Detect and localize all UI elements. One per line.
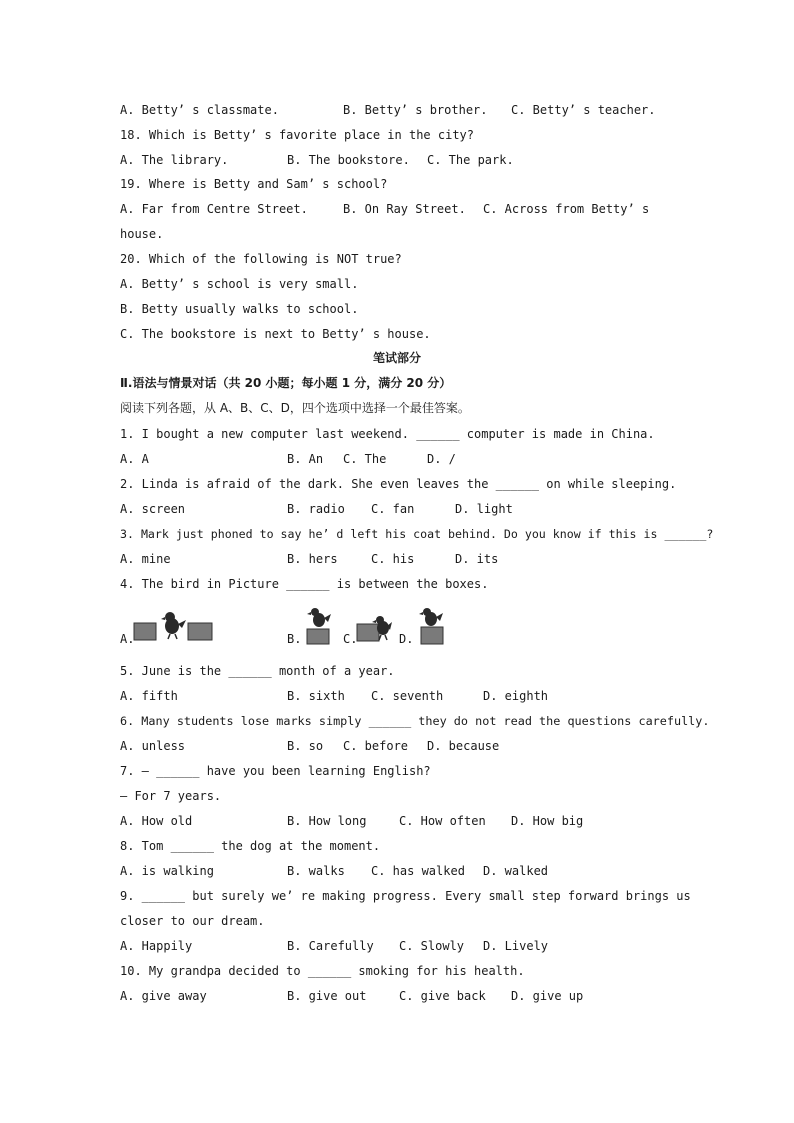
q7-option-d: D. How big xyxy=(511,814,584,828)
q19-stem: 19. Where is Betty and Sam’ s school? xyxy=(120,177,388,191)
q2-option-d: D. light xyxy=(455,502,513,516)
q17-option-a: A. Betty’ s classmate. xyxy=(120,103,279,117)
q19-option-a: A. Far from Centre Street. xyxy=(120,202,308,216)
q4-option-d-label: D. xyxy=(399,632,414,646)
q5-option-a: A. fifth xyxy=(120,689,178,703)
section-instruction: 阅读下列各题，从 A、B、C、D，四个选项中选择一个最佳答案。 xyxy=(120,401,470,415)
q18-option-b: B. The bookstore. xyxy=(287,153,410,167)
q3-option-d: D. its xyxy=(455,552,499,566)
q4-picture-a-art xyxy=(120,608,220,646)
q6-option-c: C. before xyxy=(343,739,409,753)
q5-stem: 5. June is the ______ month of a year. xyxy=(120,664,395,678)
q18-option-a: A. The library. xyxy=(120,153,229,167)
q1-option-d: D. / xyxy=(427,452,456,466)
q7-option-b: B. How long xyxy=(287,814,367,828)
q10-option-c: C. give back xyxy=(399,989,486,1003)
q2-option-c: C. fan xyxy=(371,502,415,516)
q2-option-b: B. radio xyxy=(287,502,345,516)
q3-option-b: B. hers xyxy=(287,552,338,566)
box xyxy=(307,629,329,644)
section-title: 笔试部分 xyxy=(372,351,421,365)
q4-option-a-label: A. xyxy=(120,632,135,646)
q4-picture-c xyxy=(343,608,393,646)
q18-option-c: C. The park. xyxy=(427,153,514,167)
q4-option-b-label: B. xyxy=(287,632,302,646)
q8-option-d: D. walked xyxy=(483,864,549,878)
q4-picture-b-art xyxy=(287,608,335,646)
q7-reply: — For 7 years. xyxy=(120,789,222,803)
q19-option-b: B. On Ray Street. xyxy=(343,202,466,216)
q4-stem: 4. The bird in Picture ______ is between the boxes. xyxy=(120,577,489,591)
q4-picture-d xyxy=(399,608,447,646)
q4-picture-c-art xyxy=(343,608,393,646)
q5-option-c: C. seventh xyxy=(371,689,444,703)
bird-icon xyxy=(161,612,186,639)
q6-option-d: D. because xyxy=(427,739,500,753)
bird-icon xyxy=(307,608,331,627)
q8-option-b: B. walks xyxy=(287,864,345,878)
q8-stem: 8. Tom ______ the dog at the moment. xyxy=(120,839,381,853)
q7-stem: 7. — ______ have you been learning English? xyxy=(120,764,431,778)
q4-picture-a xyxy=(120,608,220,646)
q5-option-d: D. eighth xyxy=(483,689,549,703)
q10-option-a: A. give away xyxy=(120,989,207,1003)
q2-stem: 2. Linda is afraid of the dark. She even leaves the ______ on while sleeping. xyxy=(120,477,677,491)
bird-icon xyxy=(419,608,443,626)
q6-option-a: A. unless xyxy=(120,739,186,753)
q9-stem: 9. ______ but surely we’ re making progress. Every small step forward brings us xyxy=(120,889,691,903)
box-right xyxy=(188,623,212,640)
q3-option-a: A. mine xyxy=(120,552,171,566)
q20-option-c: C. The bookstore is next to Betty’ s house. xyxy=(120,327,431,341)
q18-stem: 18. Which is Betty’ s favorite place in the city? xyxy=(120,128,475,142)
q8-option-c: C. has walked xyxy=(371,864,465,878)
q9-option-d: D. Lively xyxy=(483,939,549,953)
q17-option-b: B. Betty’ s brother. xyxy=(343,103,488,117)
q20-stem: 20. Which of the following is NOT true? xyxy=(120,252,402,266)
section-heading: Ⅱ.语法与情景对话（共 20 小题；每小题 1 分，满分 20 分） xyxy=(120,376,452,390)
q3-stem: 3. Mark just phoned to say he’ d left his coat behind. Do you know if this is ______? xyxy=(120,527,714,541)
q20-option-b: B. Betty usually walks to school. xyxy=(120,302,359,316)
q6-stem: 6. Many students lose marks simply ______ they do not read the questions carefully. xyxy=(120,714,710,728)
q10-stem: 10. My grandpa decided to ______ smoking for his health. xyxy=(120,964,525,978)
q9-option-b: B. Carefully xyxy=(287,939,374,953)
q1-option-c: C. The xyxy=(343,452,387,466)
q6-option-b: B. so xyxy=(287,739,324,753)
q20-option-a: A. Betty’ s school is very small. xyxy=(120,277,359,291)
q19-option-c: C. Across from Betty’ s xyxy=(483,202,650,216)
q4-picture-d-art xyxy=(399,608,447,646)
q7-option-c: C. How often xyxy=(399,814,486,828)
q9-stem-wrap: closer to our dream. xyxy=(120,914,265,928)
q10-option-b: B. give out xyxy=(287,989,367,1003)
q7-option-a: A. How old xyxy=(120,814,193,828)
box xyxy=(421,627,443,644)
q19-option-c-wrap: house. xyxy=(120,227,164,241)
q2-option-a: A. screen xyxy=(120,502,186,516)
q9-option-c: C. Slowly xyxy=(399,939,465,953)
q8-option-a: A. is walking xyxy=(120,864,214,878)
box xyxy=(357,624,379,641)
q1-stem: 1. I bought a new computer last weekend. ______ computer is made in China. xyxy=(120,427,655,441)
q4-picture-b xyxy=(287,608,335,646)
q4-option-c-label: C. xyxy=(343,632,358,646)
q9-option-a: A. Happily xyxy=(120,939,193,953)
q3-option-c: C. his xyxy=(371,552,415,566)
q17-option-c: C. Betty’ s teacher. xyxy=(511,103,656,117)
box-left xyxy=(134,623,156,640)
q1-option-a: A. A xyxy=(120,452,149,466)
q5-option-b: B. sixth xyxy=(287,689,345,703)
q1-option-b: B. An xyxy=(287,452,324,466)
q10-option-d: D. give up xyxy=(511,989,584,1003)
